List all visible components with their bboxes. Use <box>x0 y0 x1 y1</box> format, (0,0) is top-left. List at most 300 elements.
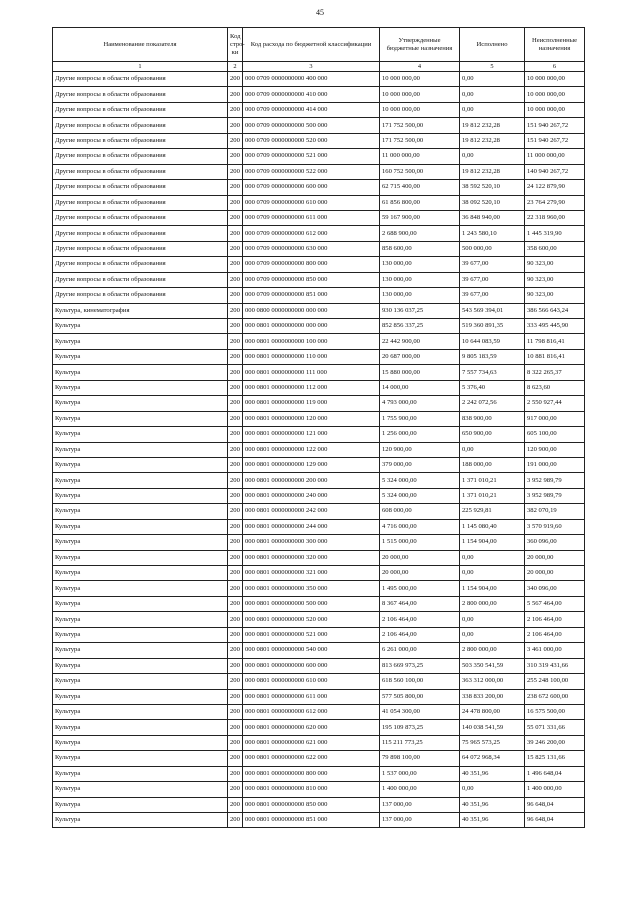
table-row <box>53 396 585 411</box>
cell-line-code: 200 <box>228 457 243 472</box>
cell-executed: 1 145 080,40 <box>460 519 525 534</box>
cell-unexecuted: 3 570 919,60 <box>525 519 585 534</box>
cell-approved: 171 752 500,00 <box>380 133 460 148</box>
cell-unexecuted: 1 496 648,04 <box>525 766 585 781</box>
cell-executed: 500 000,00 <box>460 241 525 256</box>
cell-budget-classification: 000 0709 0000000000 851 000 <box>243 288 380 303</box>
cell-budget-classification: 000 0801 0000000000 621 000 <box>243 735 380 750</box>
cell-executed: 1 154 904,00 <box>460 581 525 596</box>
cell-name: Другие вопросы в области образования <box>53 195 228 210</box>
cell-name: Другие вопросы в области образования <box>53 257 228 272</box>
cell-line-code: 200 <box>228 118 243 133</box>
cell-unexecuted: 5 567 464,00 <box>525 596 585 611</box>
table-row <box>53 550 585 565</box>
cell-unexecuted: 90 323,00 <box>525 288 585 303</box>
cell-approved: 1 495 000,00 <box>380 581 460 596</box>
cell-budget-classification: 000 0801 0000000000 500 000 <box>243 596 380 611</box>
cell-name: Культура <box>53 396 228 411</box>
table-row <box>53 72 585 87</box>
cell-name: Культура <box>53 380 228 395</box>
cell-approved: 11 000 000,00 <box>380 149 460 164</box>
cell-executed: 0,00 <box>460 566 525 581</box>
cell-approved: 195 109 873,25 <box>380 720 460 735</box>
cell-line-code: 200 <box>228 782 243 797</box>
cell-unexecuted: 120 900,00 <box>525 442 585 457</box>
cell-budget-classification: 000 0709 0000000000 521 000 <box>243 149 380 164</box>
cell-line-code: 200 <box>228 504 243 519</box>
table-row <box>53 380 585 395</box>
cell-unexecuted: 191 000,00 <box>525 457 585 472</box>
cell-budget-classification: 000 0801 0000000000 122 000 <box>243 442 380 457</box>
cell-line-code: 200 <box>228 210 243 225</box>
cell-executed: 39 677,00 <box>460 257 525 272</box>
cell-line-code: 200 <box>228 87 243 102</box>
cell-line-code: 200 <box>228 288 243 303</box>
table-row <box>53 596 585 611</box>
cell-budget-classification: 000 0801 0000000000 111 000 <box>243 365 380 380</box>
cell-unexecuted: 20 000,00 <box>525 550 585 565</box>
cell-budget-classification: 000 0801 0000000000 350 000 <box>243 581 380 596</box>
cell-budget-classification: 000 0801 0000000000 622 000 <box>243 751 380 766</box>
cell-line-code: 200 <box>228 658 243 673</box>
cell-budget-classification: 000 0709 0000000000 630 000 <box>243 241 380 256</box>
cell-unexecuted: 23 764 279,90 <box>525 195 585 210</box>
column-number: 1 <box>53 62 228 72</box>
cell-budget-classification: 000 0709 0000000000 611 000 <box>243 210 380 225</box>
cell-name: Культура <box>53 612 228 627</box>
cell-line-code: 200 <box>228 720 243 735</box>
cell-unexecuted: 96 648,04 <box>525 797 585 812</box>
cell-executed: 1 371 010,21 <box>460 473 525 488</box>
cell-name: Культура <box>53 782 228 797</box>
cell-budget-classification: 000 0801 0000000000 110 000 <box>243 349 380 364</box>
cell-unexecuted: 55 071 331,66 <box>525 720 585 735</box>
table-row <box>53 612 585 627</box>
cell-line-code: 200 <box>228 596 243 611</box>
cell-budget-classification: 000 0801 0000000000 610 000 <box>243 674 380 689</box>
cell-unexecuted: 10 881 816,41 <box>525 349 585 364</box>
cell-line-code: 200 <box>228 226 243 241</box>
cell-budget-classification: 000 0801 0000000000 800 000 <box>243 766 380 781</box>
cell-budget-classification: 000 0709 0000000000 522 000 <box>243 164 380 179</box>
cell-unexecuted: 96 648,04 <box>525 813 585 828</box>
column-number: 2 <box>228 62 243 72</box>
cell-line-code: 200 <box>228 180 243 195</box>
cell-unexecuted: 90 323,00 <box>525 257 585 272</box>
table-row <box>53 643 585 658</box>
cell-approved: 813 669 973,25 <box>380 658 460 673</box>
table-row <box>53 720 585 735</box>
cell-approved: 379 000,00 <box>380 457 460 472</box>
table-row <box>53 674 585 689</box>
cell-name: Культура <box>53 689 228 704</box>
cell-line-code: 200 <box>228 241 243 256</box>
cell-executed: 1 243 580,10 <box>460 226 525 241</box>
cell-executed: 19 812 232,28 <box>460 164 525 179</box>
cell-approved: 608 000,00 <box>380 504 460 519</box>
table-row <box>53 689 585 704</box>
cell-approved: 137 000,00 <box>380 813 460 828</box>
cell-line-code: 200 <box>228 488 243 503</box>
cell-unexecuted: 917 000,00 <box>525 411 585 426</box>
cell-budget-classification: 000 0801 0000000000 300 000 <box>243 535 380 550</box>
cell-executed: 38 092 520,10 <box>460 195 525 210</box>
table-row <box>53 457 585 472</box>
cell-unexecuted: 10 000 000,00 <box>525 72 585 87</box>
cell-name: Культура <box>53 504 228 519</box>
cell-approved: 2 688 900,00 <box>380 226 460 241</box>
cell-unexecuted: 1 400 000,00 <box>525 782 585 797</box>
cell-name: Другие вопросы в области образования <box>53 226 228 241</box>
cell-name: Другие вопросы в области образования <box>53 118 228 133</box>
cell-executed: 0,00 <box>460 612 525 627</box>
cell-unexecuted: 2 106 464,00 <box>525 627 585 642</box>
cell-approved: 4 716 000,00 <box>380 519 460 534</box>
cell-name: Культура <box>53 473 228 488</box>
cell-line-code: 200 <box>228 149 243 164</box>
table-row <box>53 349 585 364</box>
cell-unexecuted: 333 495 445,90 <box>525 319 585 334</box>
cell-line-code: 200 <box>228 674 243 689</box>
cell-name: Другие вопросы в области образования <box>53 272 228 287</box>
table-row <box>53 180 585 195</box>
table-row <box>53 535 585 550</box>
cell-approved: 79 898 100,00 <box>380 751 460 766</box>
cell-budget-classification: 000 0801 0000000000 851 000 <box>243 813 380 828</box>
cell-line-code: 200 <box>228 535 243 550</box>
cell-unexecuted: 3 952 989,79 <box>525 488 585 503</box>
cell-line-code: 200 <box>228 164 243 179</box>
table-row <box>53 210 585 225</box>
cell-unexecuted: 3 461 000,00 <box>525 643 585 658</box>
cell-line-code: 200 <box>228 566 243 581</box>
cell-approved: 41 054 300,00 <box>380 704 460 719</box>
cell-name: Другие вопросы в области образования <box>53 133 228 148</box>
table-row <box>53 334 585 349</box>
cell-executed: 24 478 800,00 <box>460 704 525 719</box>
cell-unexecuted: 605 100,00 <box>525 427 585 442</box>
cell-line-code: 200 <box>228 813 243 828</box>
table-row <box>53 102 585 117</box>
table-row <box>53 272 585 287</box>
cell-name: Другие вопросы в области образования <box>53 288 228 303</box>
cell-budget-classification: 000 0801 0000000000 119 000 <box>243 396 380 411</box>
table-row <box>53 133 585 148</box>
cell-executed: 10 644 083,59 <box>460 334 525 349</box>
cell-executed: 7 557 734,63 <box>460 365 525 380</box>
cell-executed: 38 592 520,10 <box>460 180 525 195</box>
cell-budget-classification: 000 0801 0000000000 120 000 <box>243 411 380 426</box>
cell-approved: 2 106 464,00 <box>380 612 460 627</box>
table-row <box>53 319 585 334</box>
cell-unexecuted: 360 096,00 <box>525 535 585 550</box>
cell-name: Культура <box>53 535 228 550</box>
table-row <box>53 751 585 766</box>
cell-budget-classification: 000 0709 0000000000 500 000 <box>243 118 380 133</box>
cell-approved: 6 261 000,00 <box>380 643 460 658</box>
table-row <box>53 704 585 719</box>
cell-executed: 36 848 940,00 <box>460 210 525 225</box>
cell-executed: 40 351,96 <box>460 797 525 812</box>
cell-approved: 1 755 900,00 <box>380 411 460 426</box>
cell-name: Культура <box>53 566 228 581</box>
table-row <box>53 488 585 503</box>
cell-name: Другие вопросы в области образования <box>53 164 228 179</box>
cell-name: Другие вопросы в области образования <box>53 210 228 225</box>
cell-approved: 130 000,00 <box>380 272 460 287</box>
cell-budget-classification: 000 0801 0000000000 810 000 <box>243 782 380 797</box>
cell-name: Культура <box>53 334 228 349</box>
cell-unexecuted: 10 000 000,00 <box>525 87 585 102</box>
cell-line-code: 200 <box>228 735 243 750</box>
cell-name: Другие вопросы в области образования <box>53 102 228 117</box>
cell-approved: 20 687 000,00 <box>380 349 460 364</box>
cell-approved: 20 000,00 <box>380 550 460 565</box>
cell-approved: 61 856 800,00 <box>380 195 460 210</box>
cell-approved: 4 793 000,00 <box>380 396 460 411</box>
cell-executed: 2 242 072,56 <box>460 396 525 411</box>
cell-budget-classification: 000 0800 0000000000 000 000 <box>243 303 380 318</box>
cell-budget-classification: 000 0709 0000000000 520 000 <box>243 133 380 148</box>
cell-executed: 0,00 <box>460 149 525 164</box>
cell-unexecuted: 11 000 000,00 <box>525 149 585 164</box>
cell-line-code: 200 <box>228 550 243 565</box>
cell-approved: 137 000,00 <box>380 797 460 812</box>
cell-name: Культура <box>53 643 228 658</box>
cell-executed: 0,00 <box>460 782 525 797</box>
cell-unexecuted: 310 319 431,66 <box>525 658 585 673</box>
header-approved: Утвержденные бюджетные назначения <box>380 28 460 62</box>
cell-name: Культура <box>53 488 228 503</box>
cell-executed: 2 800 000,00 <box>460 643 525 658</box>
cell-budget-classification: 000 0801 0000000000 321 000 <box>243 566 380 581</box>
cell-budget-classification: 000 0801 0000000000 620 000 <box>243 720 380 735</box>
cell-executed: 39 677,00 <box>460 288 525 303</box>
table-body <box>53 72 585 828</box>
cell-name: Другие вопросы в области образования <box>53 87 228 102</box>
cell-approved: 10 000 000,00 <box>380 72 460 87</box>
header-name: Наименование показателя <box>53 28 228 62</box>
cell-approved: 10 000 000,00 <box>380 102 460 117</box>
cell-unexecuted: 11 798 816,41 <box>525 334 585 349</box>
cell-name: Культура, кинематография <box>53 303 228 318</box>
cell-unexecuted: 8 322 265,37 <box>525 365 585 380</box>
cell-budget-classification: 000 0801 0000000000 121 000 <box>243 427 380 442</box>
table-row <box>53 164 585 179</box>
table-row <box>53 195 585 210</box>
table-row <box>53 519 585 534</box>
cell-executed: 503 350 541,59 <box>460 658 525 673</box>
cell-approved: 1 256 000,00 <box>380 427 460 442</box>
cell-budget-classification: 000 0801 0000000000 244 000 <box>243 519 380 534</box>
cell-unexecuted: 255 248 100,00 <box>525 674 585 689</box>
cell-unexecuted: 238 672 600,00 <box>525 689 585 704</box>
cell-executed: 19 812 232,28 <box>460 133 525 148</box>
page-number: 45 <box>316 8 324 17</box>
header-classification: Код расхода по бюджетной классификации <box>243 28 380 62</box>
cell-name: Культура <box>53 735 228 750</box>
cell-executed: 39 677,00 <box>460 272 525 287</box>
cell-line-code: 200 <box>228 72 243 87</box>
cell-budget-classification: 000 0801 0000000000 611 000 <box>243 689 380 704</box>
cell-name: Культура <box>53 813 228 828</box>
cell-line-code: 200 <box>228 473 243 488</box>
cell-budget-classification: 000 0801 0000000000 850 000 <box>243 797 380 812</box>
cell-budget-classification: 000 0801 0000000000 242 000 <box>243 504 380 519</box>
cell-unexecuted: 22 318 960,00 <box>525 210 585 225</box>
cell-budget-classification: 000 0801 0000000000 000 000 <box>243 319 380 334</box>
cell-budget-classification: 000 0801 0000000000 600 000 <box>243 658 380 673</box>
cell-unexecuted: 24 122 879,90 <box>525 180 585 195</box>
cell-unexecuted: 39 246 200,00 <box>525 735 585 750</box>
cell-approved: 2 106 464,00 <box>380 627 460 642</box>
cell-executed: 519 360 891,35 <box>460 319 525 334</box>
cell-name: Культура <box>53 457 228 472</box>
cell-approved: 10 000 000,00 <box>380 87 460 102</box>
table-row <box>53 766 585 781</box>
cell-executed: 188 000,00 <box>460 457 525 472</box>
cell-name: Культура <box>53 658 228 673</box>
cell-name: Культура <box>53 427 228 442</box>
cell-unexecuted: 3 952 989,79 <box>525 473 585 488</box>
cell-budget-classification: 000 0801 0000000000 100 000 <box>243 334 380 349</box>
table-row <box>53 782 585 797</box>
cell-unexecuted: 16 575 500,00 <box>525 704 585 719</box>
cell-budget-classification: 000 0709 0000000000 610 000 <box>243 195 380 210</box>
table-row <box>53 288 585 303</box>
cell-executed: 40 351,96 <box>460 766 525 781</box>
cell-approved: 15 880 000,00 <box>380 365 460 380</box>
cell-name: Культура <box>53 797 228 812</box>
cell-name: Культура <box>53 411 228 426</box>
cell-executed: 1 371 010,21 <box>460 488 525 503</box>
cell-name: Культура <box>53 365 228 380</box>
cell-line-code: 200 <box>228 319 243 334</box>
table-row <box>53 118 585 133</box>
cell-budget-classification: 000 0801 0000000000 521 000 <box>243 627 380 642</box>
table-row <box>53 427 585 442</box>
cell-name: Культура <box>53 674 228 689</box>
cell-executed: 64 072 968,34 <box>460 751 525 766</box>
cell-unexecuted: 2 106 464,00 <box>525 612 585 627</box>
cell-line-code: 200 <box>228 704 243 719</box>
budget-execution-table <box>52 27 585 828</box>
cell-line-code: 200 <box>228 612 243 627</box>
table-row <box>53 87 585 102</box>
cell-executed: 140 038 541,59 <box>460 720 525 735</box>
cell-executed: 9 805 183,59 <box>460 349 525 364</box>
cell-executed: 0,00 <box>460 550 525 565</box>
cell-approved: 577 505 800,00 <box>380 689 460 704</box>
cell-line-code: 200 <box>228 751 243 766</box>
cell-budget-classification: 000 0801 0000000000 320 000 <box>243 550 380 565</box>
cell-executed: 5 376,40 <box>460 380 525 395</box>
cell-approved: 59 167 900,00 <box>380 210 460 225</box>
cell-unexecuted: 15 825 131,66 <box>525 751 585 766</box>
cell-executed: 838 900,00 <box>460 411 525 426</box>
cell-budget-classification: 000 0709 0000000000 600 000 <box>243 180 380 195</box>
table-row <box>53 566 585 581</box>
cell-approved: 1 537 000,00 <box>380 766 460 781</box>
cell-line-code: 200 <box>228 365 243 380</box>
cell-line-code: 200 <box>228 427 243 442</box>
cell-executed: 543 569 394,01 <box>460 303 525 318</box>
table-row <box>53 411 585 426</box>
cell-unexecuted: 10 000 000,00 <box>525 102 585 117</box>
cell-unexecuted: 90 323,00 <box>525 272 585 287</box>
column-number-row <box>53 62 585 72</box>
cell-line-code: 200 <box>228 349 243 364</box>
cell-line-code: 200 <box>228 519 243 534</box>
table-row <box>53 149 585 164</box>
cell-unexecuted: 382 070,19 <box>525 504 585 519</box>
cell-line-code: 200 <box>228 102 243 117</box>
cell-approved: 130 000,00 <box>380 288 460 303</box>
cell-budget-classification: 000 0801 0000000000 129 000 <box>243 457 380 472</box>
table-row <box>53 627 585 642</box>
cell-line-code: 200 <box>228 581 243 596</box>
cell-unexecuted: 358 600,00 <box>525 241 585 256</box>
cell-approved: 22 442 900,00 <box>380 334 460 349</box>
cell-unexecuted: 386 566 643,24 <box>525 303 585 318</box>
cell-name: Культура <box>53 349 228 364</box>
cell-approved: 130 000,00 <box>380 257 460 272</box>
cell-executed: 40 351,96 <box>460 813 525 828</box>
table-row <box>53 303 585 318</box>
cell-budget-classification: 000 0801 0000000000 240 000 <box>243 488 380 503</box>
cell-executed: 2 800 000,00 <box>460 596 525 611</box>
cell-name: Культура <box>53 627 228 642</box>
column-number: 4 <box>380 62 460 72</box>
cell-approved: 1 400 000,00 <box>380 782 460 797</box>
header-unexecuted: Неисполненные назначения <box>525 28 585 62</box>
cell-budget-classification: 000 0709 0000000000 400 000 <box>243 72 380 87</box>
cell-budget-classification: 000 0801 0000000000 112 000 <box>243 380 380 395</box>
cell-budget-classification: 000 0801 0000000000 200 000 <box>243 473 380 488</box>
cell-unexecuted: 340 096,00 <box>525 581 585 596</box>
cell-name: Культура <box>53 720 228 735</box>
cell-approved: 852 856 337,25 <box>380 319 460 334</box>
cell-name: Культура <box>53 704 228 719</box>
cell-line-code: 200 <box>228 272 243 287</box>
cell-unexecuted: 2 550 927,44 <box>525 396 585 411</box>
cell-name: Культура <box>53 596 228 611</box>
cell-name: Культура <box>53 751 228 766</box>
table-row <box>53 813 585 828</box>
cell-line-code: 200 <box>228 797 243 812</box>
cell-unexecuted: 1 445 319,90 <box>525 226 585 241</box>
column-number: 5 <box>460 62 525 72</box>
table-row <box>53 658 585 673</box>
cell-approved: 20 000,00 <box>380 566 460 581</box>
cell-budget-classification: 000 0709 0000000000 410 000 <box>243 87 380 102</box>
cell-name: Культура <box>53 766 228 781</box>
cell-executed: 363 312 000,00 <box>460 674 525 689</box>
table-row <box>53 581 585 596</box>
cell-executed: 0,00 <box>460 72 525 87</box>
cell-line-code: 200 <box>228 334 243 349</box>
cell-approved: 8 367 464,00 <box>380 596 460 611</box>
cell-approved: 5 324 000,00 <box>380 488 460 503</box>
cell-line-code: 200 <box>228 396 243 411</box>
cell-unexecuted: 151 940 267,72 <box>525 133 585 148</box>
cell-line-code: 200 <box>228 257 243 272</box>
cell-approved: 171 752 500,00 <box>380 118 460 133</box>
cell-budget-classification: 000 0709 0000000000 612 000 <box>243 226 380 241</box>
cell-line-code: 200 <box>228 442 243 457</box>
cell-budget-classification: 000 0801 0000000000 520 000 <box>243 612 380 627</box>
cell-unexecuted: 151 940 267,72 <box>525 118 585 133</box>
